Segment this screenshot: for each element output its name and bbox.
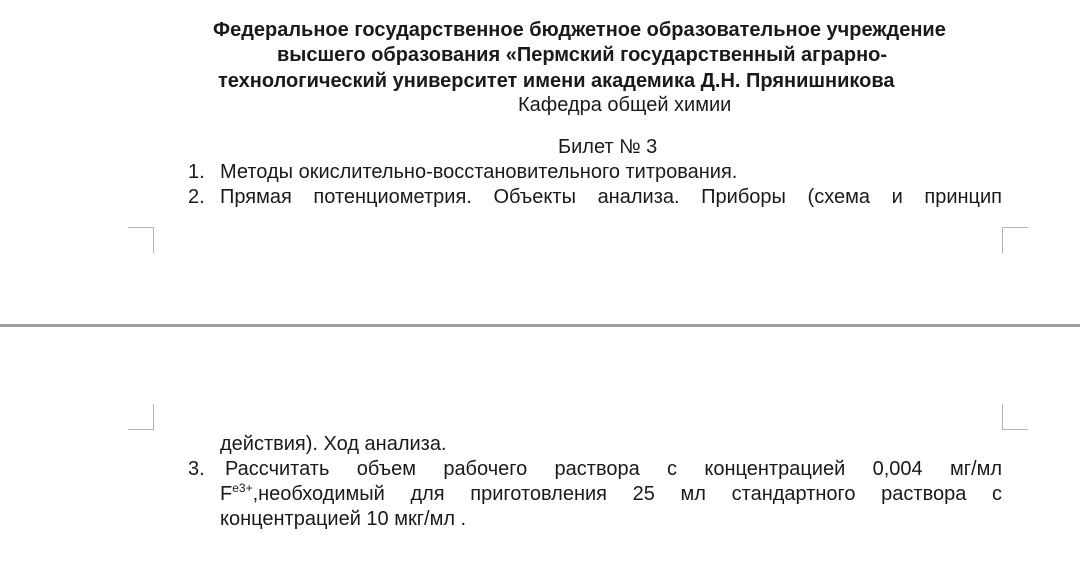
page-corner-mark-top-left (128, 227, 154, 253)
page-corner-mark-top-right (1002, 227, 1028, 253)
institution-line-1: Федеральное государственное бюджетное образовательное учреждение (213, 19, 946, 41)
question-1-text: Методы окислительно-восстановительного титрования. (220, 161, 738, 183)
question-3-number: 3. (188, 458, 205, 480)
page-break-separator (0, 324, 1080, 327)
question-3-text-line-2-rest: ,необходимый для приготовления 25 мл стандартного раствора с (252, 483, 1002, 505)
question-2-text-line-2: действия). Ход анализа. (220, 433, 447, 455)
question-3-text-line-3: концентрацией 10 мкг/мл . (220, 508, 467, 530)
page-corner-mark-bottom-left (128, 404, 154, 430)
institution-line-2: высшего образования «Пермский государственный аграрно- (277, 44, 888, 66)
department-name: Кафедра общей химии (518, 94, 732, 116)
page-corner-mark-bottom-right (1002, 404, 1028, 430)
question-3-text-line-2 (220, 482, 1002, 506)
question-2-text-line-1: Прямая потенциометрия. Объекты анализа. Приборы (схема и принцип (220, 186, 1002, 208)
question-2-number: 2. (188, 186, 205, 208)
iron-ion-symbol: $F^{e3+}$ (220, 481, 253, 505)
institution-line-3: технологический университет имени академика Д.Н. Прянишникова (218, 70, 895, 92)
question-1-number: 1. (188, 161, 205, 183)
ticket-number: Билет № 3 (558, 136, 658, 158)
question-3-text-line-1: Рассчитать объем рабочего раствора с концентрацией 0,004 мг/мл (225, 458, 1002, 480)
